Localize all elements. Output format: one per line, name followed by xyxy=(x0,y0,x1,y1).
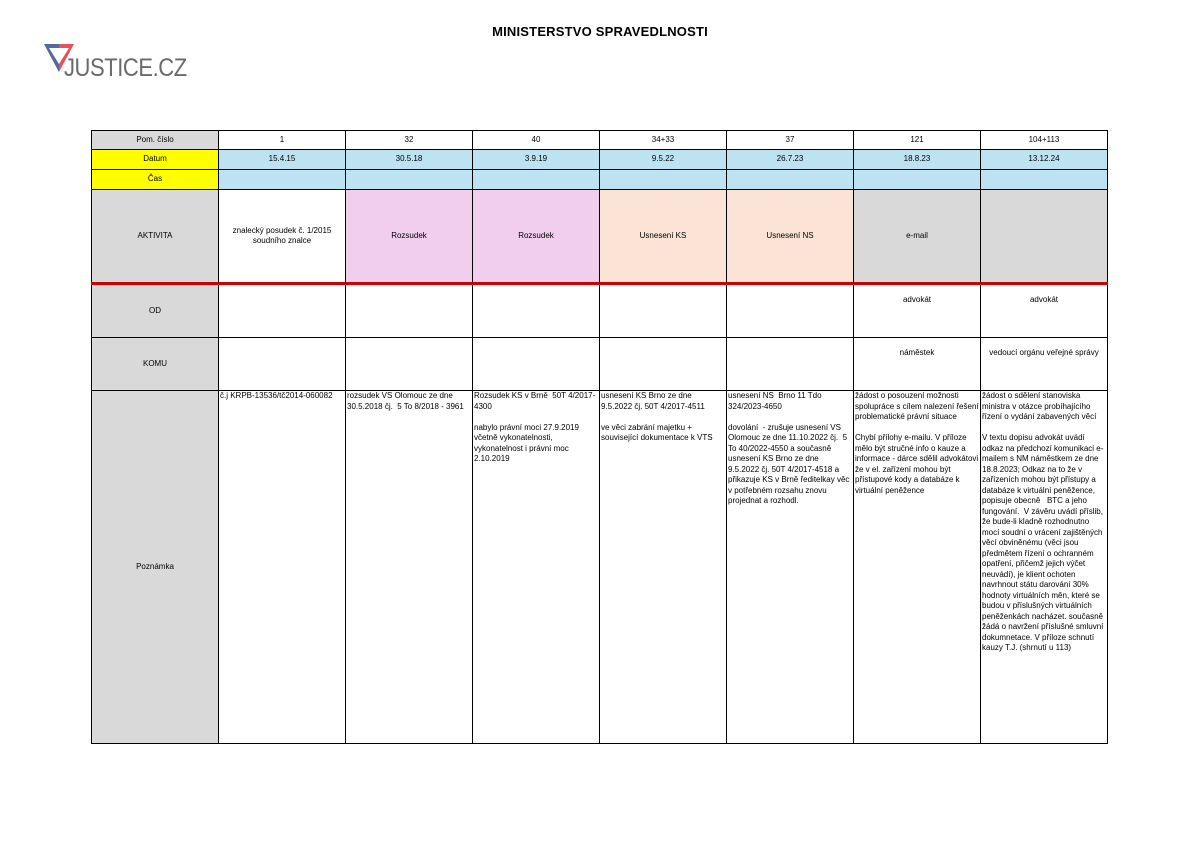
cell-cas xyxy=(727,170,854,190)
row-od xyxy=(92,284,1108,338)
row-poznamka xyxy=(92,391,1108,744)
cell-datum: 3.9.19 xyxy=(473,150,600,170)
cell-od: advokát xyxy=(854,284,981,338)
case-table xyxy=(91,130,1108,744)
cell-od: advokát xyxy=(981,284,1108,338)
cell-aktivita: Rozsudek xyxy=(473,190,600,284)
cell-poznamka: usnesení NS Brno 11 Tdo 324/2023-4650 dovolání - zrušuje usnesení VS Olomouc ze dne 11.10.2022 čj. 5 To 40/2022-4550 a současně usnesení KS Brno ze dne 9.5.2022 čj. 50T 4/2017-4518 a přikazuje KS v Brně ředitelkay věc v potřebném rozsahu znovu projednat a rozhodl. xyxy=(727,391,854,744)
cell-pom: 32 xyxy=(346,131,473,150)
cell-poznamka: rozsudek VS Olomouc ze dne 30.5.2018 čj. 5 To 8/2018 - 3961 xyxy=(346,391,473,744)
row-label-datum: Datum xyxy=(92,150,219,170)
cell-datum: 30.5.18 xyxy=(346,150,473,170)
cell-aktivita: Rozsudek xyxy=(346,190,473,284)
cell-poznamka: žádost o sdělení stanoviska ministra v otázce probíhajícího řízení o vydání zabavených věcí V textu dopisu advokát uvádí odkaz na předchozí komunikaci e-mailem s NM náměstkem ze dne 18.8.2023; Odkaz na to že v zařízeních mohou být přístupy a databáze k virtuální peněžence, popisuje obecně BTC a jeho fungování. V závěru uvádí příslib, že bude-li kladně rozhodnutno mocí soudní o vrácení zajištěných věcí obviněnému (věci jsou předmětem řízení o ochranném opatření, přičemž jejich výčet neuvádí), je klient ochoten navrhnout státu darování 30% hodnoty virtuálních měn, které se budou v příslušných virtuálních peněženkách nacházet. současně žádá o navržení příslušné smluvní dokumnetace. V příloze schnutí kauzy T.J. (shrnutí u 113) xyxy=(981,391,1108,744)
cell-cas xyxy=(346,170,473,190)
row-datum xyxy=(92,150,1108,170)
cell-od xyxy=(346,284,473,338)
cell-komu xyxy=(600,338,727,391)
cell-od xyxy=(219,284,346,338)
cell-pom: 34+33 xyxy=(600,131,727,150)
cell-od xyxy=(473,284,600,338)
cell-aktivita: Usnesení KS xyxy=(600,190,727,284)
cell-pom: 40 xyxy=(473,131,600,150)
cell-datum: 15.4.15 xyxy=(219,150,346,170)
row-label-aktivita: AKTIVITA xyxy=(92,190,219,284)
cell-pom: 1 xyxy=(219,131,346,150)
cell-datum: 9.5.22 xyxy=(600,150,727,170)
cell-pom: 104+113 xyxy=(981,131,1108,150)
cell-poznamka: č.j KRPB-13536/tč2014-060082 xyxy=(219,391,346,744)
cell-komu xyxy=(219,338,346,391)
row-komu xyxy=(92,338,1108,391)
cell-aktivita: e-mail xyxy=(854,190,981,284)
cell-poznamka: žádost o posouzení možnosti spolupráce s cílem nalezení řešení problematické právní situace Chybí přílohy e-mailu. V příloze mělo být stručné info o kauze a informace - dárce sdělil advokátovi že v el. zařízení mohou být přístupové kody a databáze k virtuální peněžence xyxy=(854,391,981,744)
cell-komu: náměstek xyxy=(854,338,981,391)
row-label-pom: Pom. číslo xyxy=(92,131,219,150)
cell-pom: 121 xyxy=(854,131,981,150)
cell-od xyxy=(727,284,854,338)
row-aktivita xyxy=(92,190,1108,284)
cell-aktivita: znalecký posudek č. 1/2015 soudního znalce xyxy=(219,190,346,284)
cell-datum: 13.12.24 xyxy=(981,150,1108,170)
cell-komu xyxy=(727,338,854,391)
cell-cas xyxy=(854,170,981,190)
cell-datum: 18.8.23 xyxy=(854,150,981,170)
cell-cas xyxy=(473,170,600,190)
cell-komu xyxy=(473,338,600,391)
justice-logo xyxy=(44,44,187,84)
cell-komu xyxy=(346,338,473,391)
cell-komu: vedoucí orgánu veřejné správy xyxy=(981,338,1108,391)
cell-pom: 37 xyxy=(727,131,854,150)
row-label-komu: KOMU xyxy=(92,338,219,391)
cell-cas xyxy=(219,170,346,190)
cell-aktivita xyxy=(981,190,1108,284)
page-title: MINISTERSTVO SPRAVEDLNOSTI xyxy=(492,24,708,39)
row-cas xyxy=(92,170,1108,190)
row-label-od: OD xyxy=(92,284,219,338)
cell-cas xyxy=(600,170,727,190)
cell-od xyxy=(600,284,727,338)
row-label-cas: Čas xyxy=(92,170,219,190)
cell-cas xyxy=(981,170,1108,190)
cell-poznamka: Rozsudek KS v Brně 50T 4/2017- 4300 nabylo právní moci 27.9.2019 včetně vykonatelnosti, vykonatelnost i právní moc 2.10.2019 xyxy=(473,391,600,744)
logo-text: JUSTICE.CZ xyxy=(64,54,187,82)
row-label-poznamka: Poznámka xyxy=(92,391,219,744)
cell-poznamka: usnesení KS Brno ze dne 9.5.2022 čj. 50T 4/2017-4511 ve věci zabrání majetku + související dokumentace k VTS xyxy=(600,391,727,744)
cell-aktivita: Usnesení NS xyxy=(727,190,854,284)
row-pom-cislo xyxy=(92,131,1108,150)
cell-datum: 26.7.23 xyxy=(727,150,854,170)
